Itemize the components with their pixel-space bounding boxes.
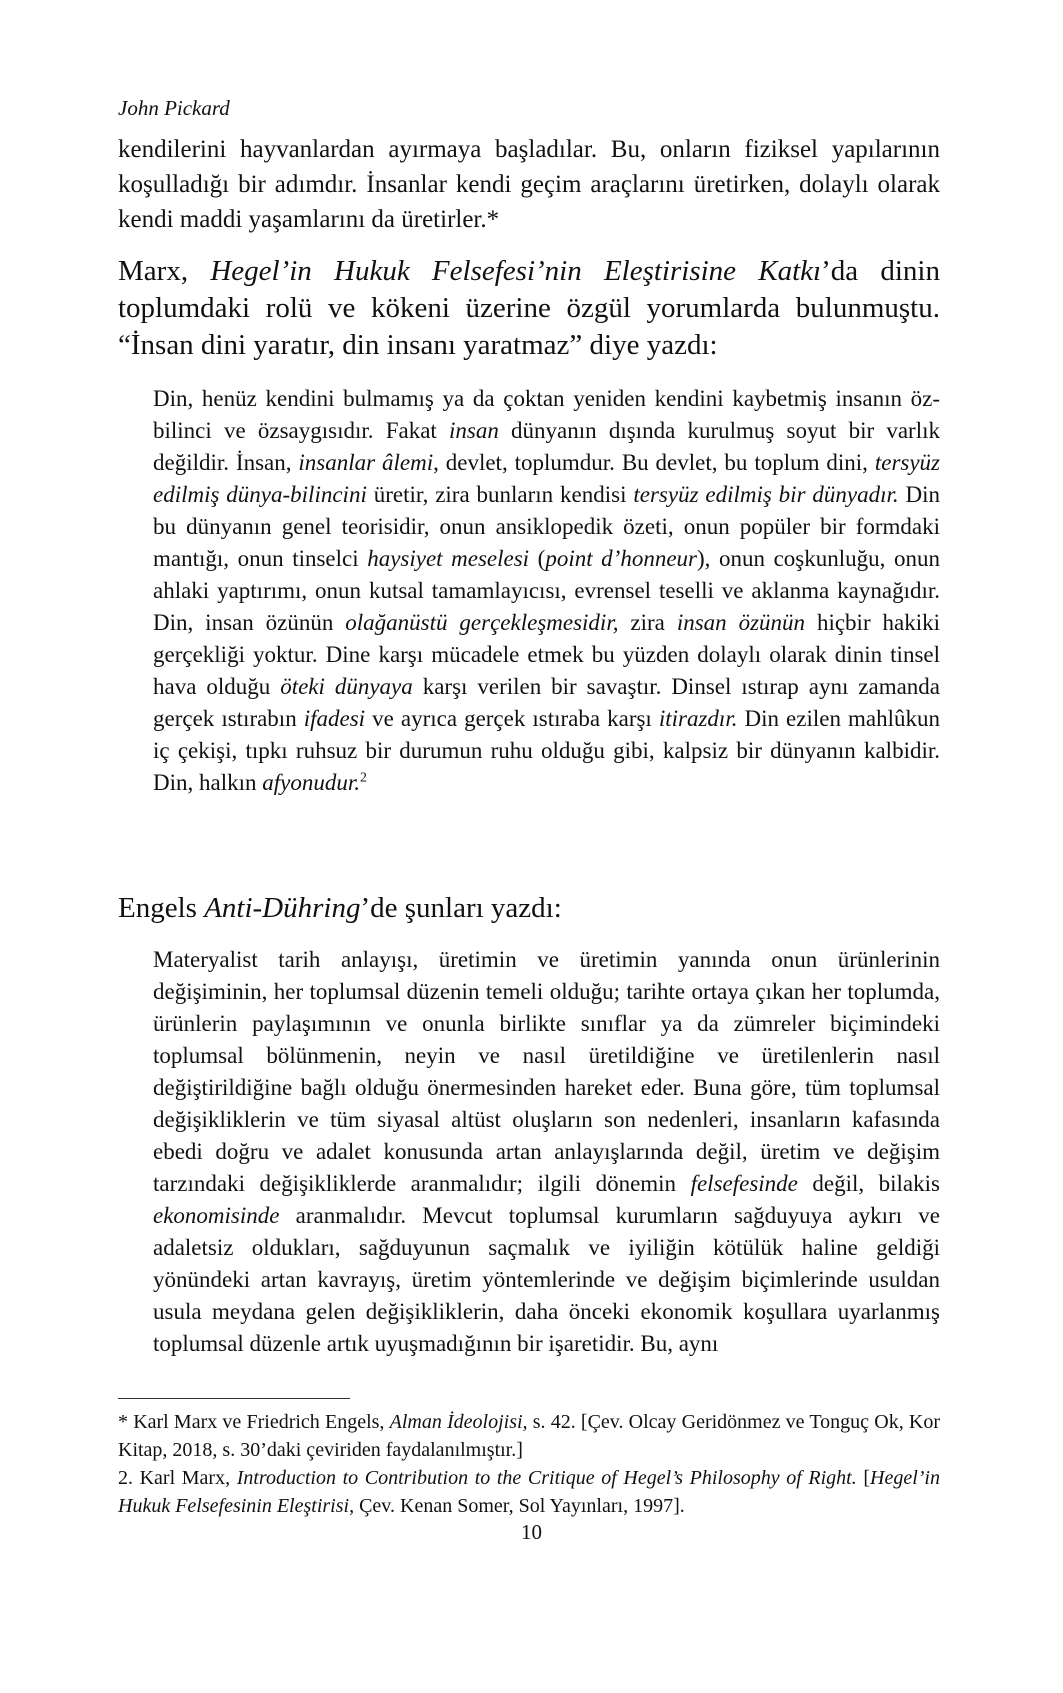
italic-run: tersyüz edilmiş dünya-bilincini xyxy=(153,450,941,507)
text-run: 2. Karl Marx, xyxy=(118,1467,237,1489)
text-run: ve ayrıca gerçek ıstıraba karşı xyxy=(365,706,659,731)
text-run: ’de şunları yazdı: xyxy=(360,892,562,924)
italic-run: Introduction to Contribution to the Critique of Hegel’s Philosophy of Right. xyxy=(236,1467,857,1489)
italic-run: öteki dünyaya xyxy=(280,674,413,699)
text-run: * Karl Marx ve Friedrich Engels, xyxy=(118,1411,390,1433)
text-run: değil, bilakis xyxy=(797,1171,940,1196)
italic-run: itirazdır. xyxy=(658,706,738,731)
footnote-divider xyxy=(118,1398,350,1399)
footnote-ref: 2 xyxy=(360,769,367,785)
italic-run: insan özünün xyxy=(676,610,806,635)
text-run: kendilerini hayvanlardan ayırmaya başladılar. Bu, onların fiziksel yapılarının koşulladığı bir adımdır. İnsanlar kendi geçim araçlarını üretirken, dolaylı olarak kendi maddi yaşamlarını da üretirler.* xyxy=(118,136,940,233)
italic-run: haysiyet meselesi xyxy=(367,546,530,571)
text-run: Din ezilen mahlûkun iç çekişi, tıpkı ruhsuz bir durumun ruhu olduğu gibi, kalpsiz bir dünyanın kalbidir. Din, halkın xyxy=(153,706,940,795)
italic-run: felsefesinde xyxy=(690,1171,798,1196)
text-run: hiçbir hakiki gerçekliği yoktur. Dine karşı mücadele etmek bu yüzden dolaylı olarak dinin tinsel hava olduğu xyxy=(153,610,941,699)
footnote-2 xyxy=(118,1464,940,1520)
italic-run: ekonomisinde xyxy=(153,1203,280,1228)
block-quote-marx xyxy=(153,383,940,799)
text-run: ), onun coşkunluğu, onun ahlaki yaptırımı, onun kutsal tamamlayıcısı, evrensel teselli ve aklanma kaynağıdır. Din, insan özünün xyxy=(153,546,940,635)
italic-run: point d’honneur xyxy=(545,546,697,571)
text-run: dünyanın dışında kurulmuş soyut bir varlık değildir. İnsan, xyxy=(153,418,940,475)
italic-run: olağanüstü gerçekleşmesidir, xyxy=(345,610,619,635)
text-run: Engels xyxy=(118,892,205,924)
italic-run: insanlar âlemi xyxy=(298,450,434,475)
italic-run: Alman İdeolojisi, xyxy=(389,1411,528,1433)
italic-run: ifadesi xyxy=(303,706,366,731)
text-run: Din bu dünyanın genel teorisidir, onun ansiklopedik özeti, onun popüler bir formdaki mantığı, onun tinselci xyxy=(153,482,941,571)
italic-run: Hegel’in Hukuk Felsefesinin Eleştirisi xyxy=(118,1467,940,1517)
text-run: Materyalist tarih anlayışı, üretimin ve üretimin yanında onun ürünlerinin değişiminin, her toplumsal düzenin temeli olduğu; tarihte ortaya çıkan her toplumda, ürünlerin paylaşımının ve onunla birlikte sınıflar ya da zümreler biçimindeki toplumsal bölünmenin, neyin ve nasıl üretildiğine ve üretilenlerin nasıl değiştirildiğine bağlı olduğu önermesinden hareket eder. Buna göre, tüm toplumsal değişikliklerin ve tüm siyasal altüst oluşların son nedenleri, insanların kafasında ebedi doğru ve adalet konusunda artan anlayışlarında değil, üretim ve değişim tarzındaki değişikliklerde aranmalıdır; ilgili dönemin xyxy=(153,947,940,1196)
text-run: Marx, xyxy=(118,255,211,287)
text-run: , devlet, toplumdur. Bu devlet, bu toplum dini, xyxy=(433,450,875,475)
paragraph-marx-intro xyxy=(118,253,940,364)
text-run: Din, henüz kendini bulmamış ya da çoktan yeniden kendini kaybetmiş insanın öz-bilinci ve özsaygısıdır. Fakat xyxy=(153,386,940,443)
italic-run: Hegel’in Hukuk Felsefesi’nin Eleştirisine Katkı xyxy=(210,255,822,287)
paragraph-continuation xyxy=(118,132,940,237)
text-run: zira xyxy=(618,610,677,635)
text-run: aranmalıdır. Mevcut toplumsal kurumların sağduyuya aykırı ve adaletsiz oldukları, sağduyunun saçmalık ve iyiliğin kötülük haline geldiği yönündeki artan kavrayış, üretim yöntemlerinde ve değişim biçimlerinde usuldan usula meydana gelen değişikliklerin, daha önceki ekonomik koşullara uyarlanmış toplumsal düzenle artık uyuşmadığının bir işaretidir. Bu, aynı xyxy=(153,1203,940,1356)
text-run: karşı verilen bir savaştır. Dinsel ıstırap aynı zamanda gerçek ıstırabın xyxy=(153,674,941,731)
text-run: s. 42. [Çev. Olcay Geridönmez ve Tonguç Ok, Kor Kitap, 2018, s. 30’daki çeviriden faydalanılmıştır.] xyxy=(118,1411,940,1461)
paragraph-engels-intro xyxy=(118,890,940,927)
italic-run: afyonudur. xyxy=(262,770,360,795)
italic-run: insan xyxy=(449,418,499,443)
text-run: , Çev. Kenan Somer, Sol Yayınları, 1997]. xyxy=(349,1495,685,1517)
running-head: John Pickard xyxy=(118,96,230,120)
text-run: üretir, zira bunların kendisi xyxy=(366,482,634,507)
italic-run: tersyüz edilmiş bir dünyadır. xyxy=(633,482,899,507)
block-quote-engels xyxy=(153,944,940,1360)
footnotes xyxy=(118,1408,940,1520)
footnote-star xyxy=(118,1408,940,1464)
text-run: ’da dinin toplumdaki rolü ve kökeni üzerine özgül yorumlarda bulunmuştu. “İnsan dini yaratır, din insanı yaratmaz” diye yazdı: xyxy=(118,255,940,361)
text-run: [ xyxy=(856,1467,871,1489)
text-run: ( xyxy=(529,546,546,571)
italic-run: Anti-Dühring xyxy=(204,892,361,924)
page-number: 10 xyxy=(521,1520,542,1544)
